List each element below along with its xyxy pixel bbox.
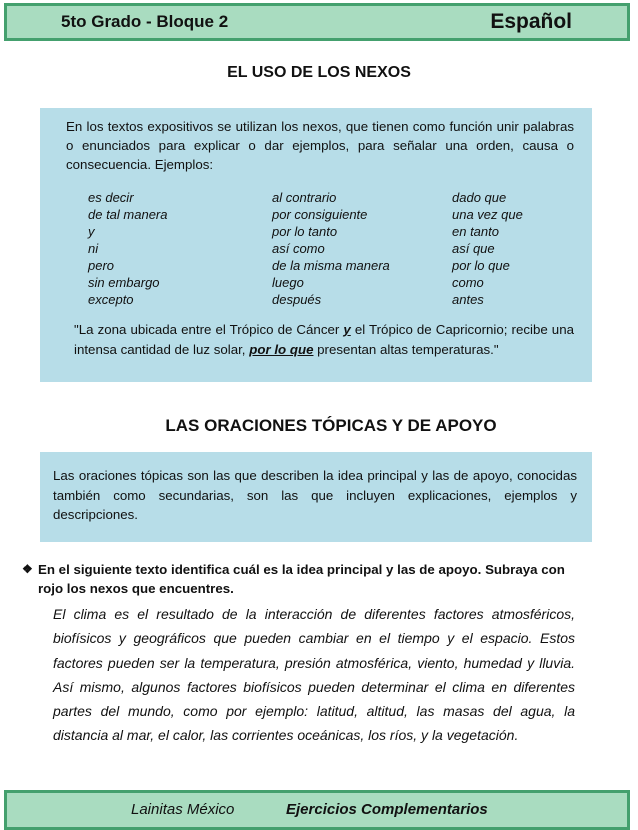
nexo-item: al contrario: [272, 190, 337, 205]
nexo-item: ni: [88, 241, 99, 256]
underlined-nexo: por lo que: [249, 341, 314, 357]
nexo-item: y: [88, 224, 95, 239]
nexo-item: sin embargo: [88, 275, 160, 290]
nexo-item: luego: [272, 275, 304, 290]
nexo-item: por lo que: [452, 258, 510, 273]
example-quote: [74, 320, 574, 359]
underlined-nexo: y: [343, 322, 351, 337]
nexos-column-2: [272, 189, 390, 308]
nexo-item: después: [272, 292, 322, 307]
instruction-text: En el siguiente texto identifica cuál es la idea principal y las de apoyo. Subraya con rojo los nexos que encuentres.: [38, 562, 565, 596]
nexo-item: de tal manera: [88, 207, 168, 222]
diamond-bullet-icon: ❖: [22, 562, 33, 576]
footer-title: Ejercicios Complementarios: [286, 801, 488, 818]
nexo-item: como: [452, 275, 484, 290]
nexo-item: una vez que: [452, 207, 523, 222]
section-title-oraciones: LAS ORACIONES TÓPICAS Y DE APOYO: [165, 416, 497, 435]
nexos-intro: En los textos expositivos se utilizan los nexos, que tienen como función unir palabras o enunciados para explicar o dar ejemplos, para señalar una orden, causa o consecuencia. Ejemplos:: [66, 119, 574, 172]
nexo-item: en tanto: [452, 224, 499, 239]
nexo-item: así que: [452, 241, 495, 256]
subject-label: Español: [490, 10, 572, 33]
exercise-passage: El clima es el resultado de la interacción de diferentes factores atmosféricos, biofísicos y geográficos que pueden cambiar en el tiempo y el espacio. Estos factores pueden ser la temperatura, presión atmosférica, viento, humedad y lluvia. Así mismo, algunos factores biofísicos pueden determinar el clima en diferentes partes del mundo, como por ejemplo: latitud, altitud, las masas del agua, la distancia al mar, el calor, las corrientes oceánicas, los ríos, y la vegetación.: [53, 606, 575, 744]
section-title-nexos: EL USO DE LOS NEXOS: [227, 64, 411, 81]
nexo-item: pero: [88, 258, 115, 273]
nexo-item: de la misma manera: [272, 258, 390, 273]
nexos-box: [40, 108, 592, 382]
grade-label: 5to Grado - Bloque 2: [61, 12, 229, 31]
nexo-item: excepto: [88, 292, 134, 307]
definition-box: [40, 452, 592, 542]
nexo-item: antes: [452, 292, 484, 307]
nexo-item: dado que: [452, 190, 507, 205]
nexo-item: por consiguiente: [272, 207, 368, 222]
page-footer: [4, 790, 630, 830]
nexos-column-1: [88, 189, 168, 308]
instruction: [22, 560, 584, 598]
nexo-item: es decir: [88, 190, 134, 205]
footer-brand: Lainitas México: [131, 801, 235, 818]
definition-text: Las oraciones tópicas son las que describen la idea principal y las de apoyo, conocidas también como secundarias, son las que incluyen explicaciones, ejemplos y descripciones.: [53, 468, 577, 522]
quote-text: el Trópico de Capricornio; recibe una intensa cantidad de luz solar,: [74, 322, 574, 357]
quote-text: presentan altas temperaturas.": [313, 341, 499, 357]
nexo-item: así como: [272, 241, 325, 256]
nexo-item: por lo tanto: [272, 224, 338, 239]
quote-text: "La zona ubicada entre el Trópico de Cáncer: [74, 322, 344, 337]
nexos-column-3: [452, 189, 523, 308]
page-header: [4, 3, 630, 41]
